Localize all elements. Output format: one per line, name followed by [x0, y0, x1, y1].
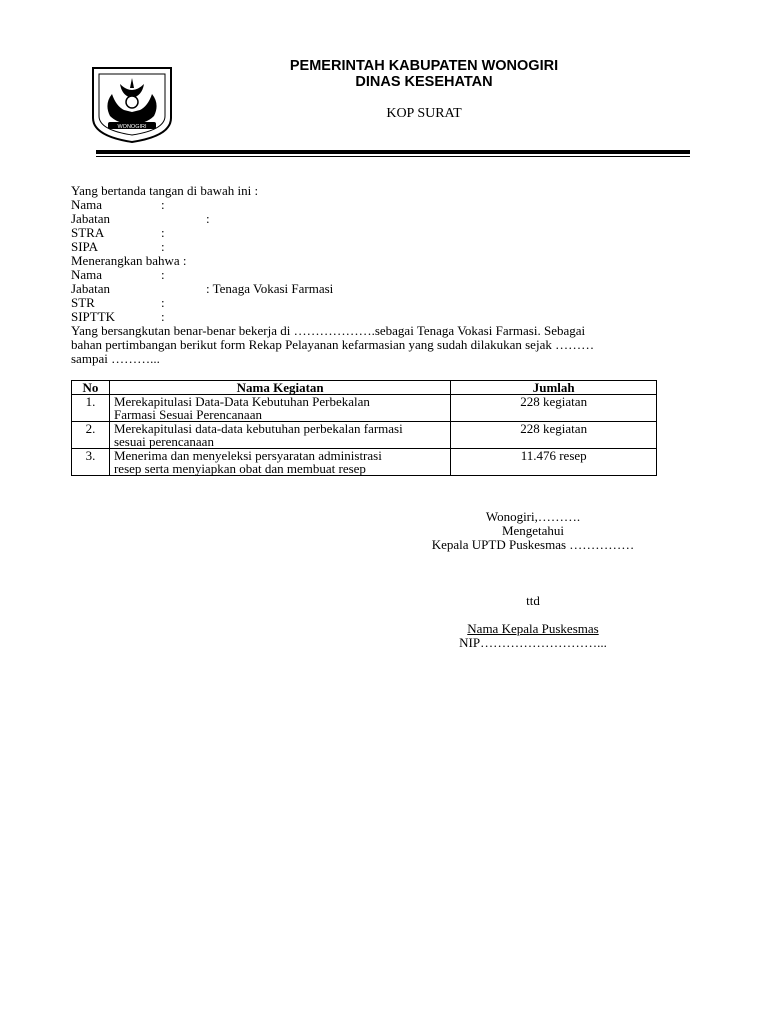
- row-amount: 228 kegiatan: [451, 395, 657, 422]
- row-activity: [109, 422, 450, 449]
- activity-line: resep serta menyiapkan obat dan membuat resep: [113, 461, 366, 476]
- paragraph-line: sampai ………...: [71, 351, 160, 366]
- field-label-sipa: SIPA: [71, 239, 98, 254]
- header-rule-thick: [96, 150, 690, 154]
- header-rule-thin: [96, 156, 690, 157]
- field-label-jabatan: Jabatan: [71, 281, 110, 296]
- declares-text: Menerangkan bahwa :: [71, 253, 187, 268]
- activity-table: [71, 380, 657, 476]
- paragraph-line: bahan pertimbangan berikut form Rekap Pelayanan kefarmasian yang sudah dilakukan sejak ………: [71, 337, 595, 352]
- row-activity: [109, 449, 450, 476]
- header-government: PEMERINTAH KABUPATEN WONOGIRI: [289, 58, 559, 74]
- table-header-row: [72, 381, 657, 395]
- signature-ttd: ttd: [526, 593, 540, 608]
- field-sep: :: [161, 225, 165, 240]
- field-label-nama: Nama: [71, 197, 103, 212]
- kop-surat-label: KOP SURAT: [386, 106, 462, 121]
- regency-logo: [90, 66, 174, 144]
- row-activity: [109, 395, 450, 422]
- row-number: 3.: [72, 449, 110, 476]
- activity-line: Menerima dan menyeleksi persyaratan administrasi: [113, 448, 382, 463]
- field-sep: :: [206, 211, 210, 226]
- table-row: [72, 395, 657, 422]
- paragraph-line: Yang bersangkutan benar-benar bekerja di ……………….sebagai Tenaga Vokasi Farmasi. Sebagai: [71, 323, 586, 338]
- field-label-str: STR: [71, 295, 95, 310]
- field-label-stra: STRA: [71, 225, 105, 240]
- field-label-nama: Nama: [71, 267, 103, 282]
- signer-position: Kepala UPTD Puskesmas ……………: [431, 537, 635, 552]
- column-header-no: No: [72, 381, 110, 395]
- intro-text: Yang bertanda tangan di bawah ini :: [71, 183, 259, 198]
- field-sep: :: [161, 295, 165, 310]
- field-jabatan-value: : Tenaga Vokasi Farmasi: [206, 281, 334, 296]
- field-sep: :: [161, 239, 165, 254]
- logo-text: WONOGIRI: [117, 124, 147, 130]
- field-sep: :: [161, 309, 165, 324]
- signer-nip: NIP………………………...: [459, 635, 607, 650]
- row-amount: 228 kegiatan: [451, 422, 657, 449]
- field-sep: :: [161, 267, 165, 282]
- signer-name: Nama Kepala Puskesmas: [467, 621, 599, 636]
- header-department: DINAS KESEHATAN: [355, 74, 493, 90]
- field-sep: :: [161, 197, 165, 212]
- field-label-sipttk: SIPTTK: [71, 309, 116, 324]
- table-row: [72, 422, 657, 449]
- table-row: [72, 449, 657, 476]
- column-header-amount: Jumlah: [451, 381, 657, 395]
- row-amount: 11.476 resep: [451, 449, 657, 476]
- row-number: 2.: [72, 422, 110, 449]
- activity-line: sesuai perencanaan: [113, 434, 214, 449]
- activity-line: Merekapitulasi Data-Data Kebutuhan Perbekalan: [113, 394, 370, 409]
- field-label-jabatan: Jabatan: [71, 211, 110, 226]
- column-header-activity: Nama Kegiatan: [109, 381, 450, 395]
- activity-line: Farmasi Sesuai Perencanaan: [113, 407, 262, 422]
- row-number: 1.: [72, 395, 110, 422]
- acknowledged-label: Mengetahui: [501, 523, 565, 538]
- activity-line: Merekapitulasi data-data kebutuhan perbekalan farmasi: [113, 421, 403, 436]
- place-date: Wonogiri,……….: [485, 509, 581, 524]
